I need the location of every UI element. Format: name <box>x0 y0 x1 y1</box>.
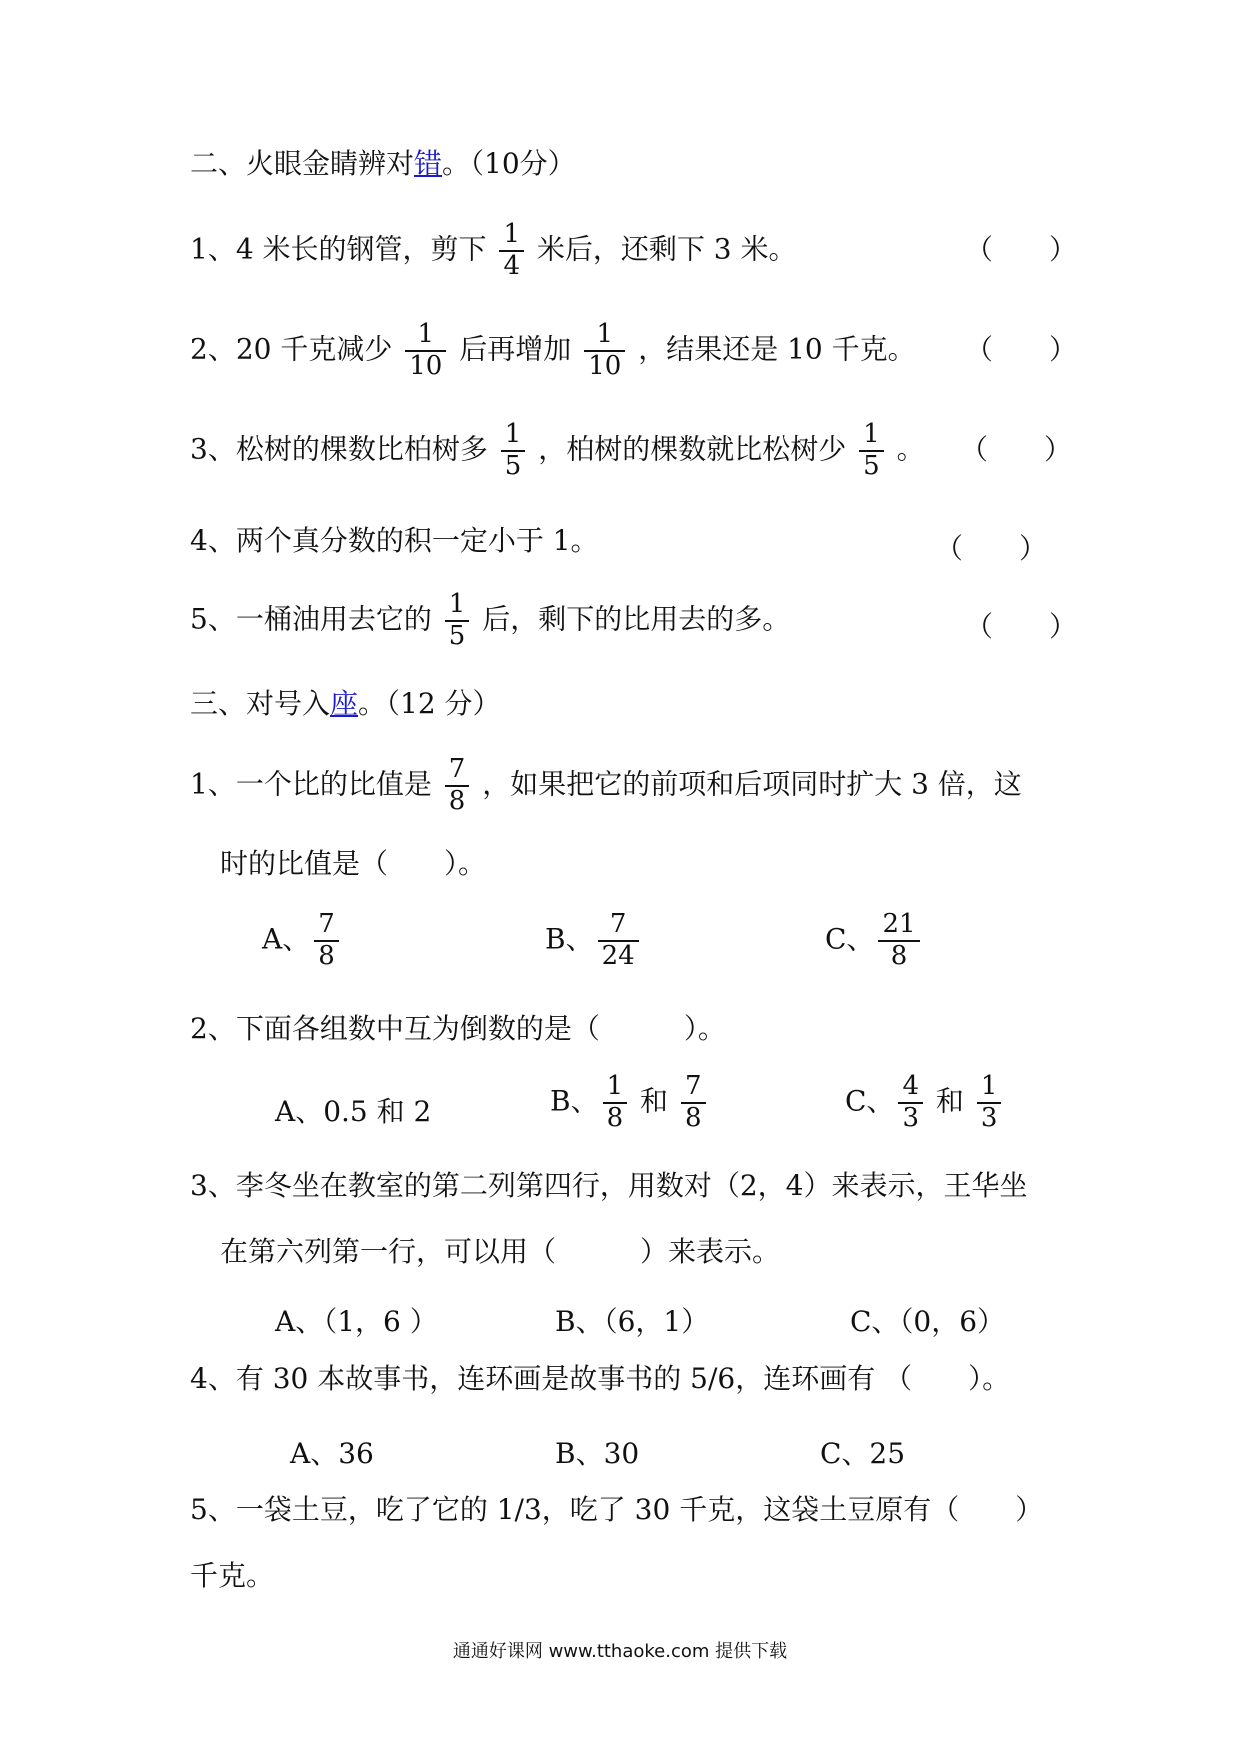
fraction: $\frac{1}{5}$ <box>859 420 884 482</box>
q3-option-c[interactable]: C、（0，6） <box>850 1305 1006 1338</box>
fraction: $\frac{4}{3}$ <box>898 1072 923 1134</box>
q4-option-c[interactable]: C、25 <box>820 1437 906 1470</box>
answer-paren-1[interactable]: （ ） <box>965 233 1078 266</box>
fraction: $\frac{7}{8}$ <box>314 910 339 972</box>
section3-title: 三、对号入座。（12 分） <box>190 687 501 720</box>
judge-item-5: 5、一桶油用去它的 $\frac{1}{5}$ 后，剩下的比用去的多。 <box>190 589 791 651</box>
answer-paren-4[interactable]: （ ） <box>935 532 1048 565</box>
choice-q5: 5、一袋土豆，吃了它的 1/3，吃了 30 千克，这袋土豆原有（ ） <box>190 1493 1044 1526</box>
q2-option-b[interactable]: B、 $\frac{1}{8}$ 和 $\frac{7}{8}$ <box>550 1072 710 1134</box>
judge-item-2: 2、20 千克减少 $\frac{1}{10}$ 后再增加 $\frac{1}{10}$ ，结果还是 10 千克。 <box>190 319 916 381</box>
fraction: $\frac{21}{8}$ <box>878 910 919 972</box>
choice-q4: 4、有 30 本故事书，连环画是故事书的 5/6，连环画有 （ ）。 <box>190 1362 1011 1395</box>
fraction: $\frac{7}{8}$ <box>445 755 470 817</box>
fraction: $\frac{1}{3}$ <box>977 1072 1002 1134</box>
judge-item-1: 1、4 米长的钢管，剪下 $\frac{1}{4}$ 米后，还剩下 3 米。 <box>190 219 797 281</box>
fraction: $\frac{7}{24}$ <box>598 910 639 972</box>
fraction: $\frac{1}{8}$ <box>603 1072 628 1134</box>
fraction: $\frac{1}{5}$ <box>445 590 470 652</box>
choice-q1: 1、一个比的比值是 $\frac{7}{8}$ ，如果把它的前项和后项同时扩大 3 倍，这 <box>190 754 1022 816</box>
q4-option-b[interactable]: B、30 <box>555 1437 640 1470</box>
fraction: $\frac{7}{8}$ <box>681 1072 706 1134</box>
footer-source: 通通好课网 www.tthaoke.com 提供下载 <box>452 1641 788 1662</box>
fraction: $\frac{1}{4}$ <box>499 220 524 282</box>
q1-option-b[interactable]: B、 $\frac{7}{24}$ <box>545 910 643 972</box>
fraction: $\frac{1}{5}$ <box>501 420 526 482</box>
answer-paren-3[interactable]: （ ） <box>960 433 1073 466</box>
judge-item-4: 4、两个真分数的积一定小于 1。 <box>190 524 599 557</box>
choice-q1-line2: 时的比值是（ ）。 <box>220 847 487 880</box>
choice-q3-line2: 在第六列第一行，可以用（ ）来表示。 <box>220 1235 781 1268</box>
q3-option-b[interactable]: B、（6，1） <box>555 1305 710 1338</box>
judge-item-3: 3、松树的棵数比柏树多 $\frac{1}{5}$ ，柏树的棵数就比松树少 $\frac{1}{5}$ 。 <box>190 419 925 481</box>
answer-paren-5[interactable]: （ ） <box>965 610 1078 643</box>
link-cuo[interactable]: 错 <box>414 147 443 180</box>
link-zuo[interactable]: 座 <box>330 687 359 720</box>
fraction: $\frac{1}{10}$ <box>405 320 446 382</box>
q4-option-a[interactable]: A、36 <box>290 1437 374 1470</box>
choice-q3: 3、李冬坐在教室的第二列第四行，用数对（2，4）来表示，王华坐 <box>190 1169 1028 1202</box>
choice-q5-line2: 千克。 <box>190 1559 275 1592</box>
section2-title: 二、火眼金睛辨对错。（10分） <box>190 147 576 180</box>
q1-option-c[interactable]: C、 $\frac{21}{8}$ <box>825 910 924 972</box>
q2-option-c[interactable]: C、 $\frac{4}{3}$ 和 $\frac{1}{3}$ <box>845 1072 1005 1134</box>
q3-option-a[interactable]: A、（1，6 ） <box>275 1305 438 1338</box>
choice-q2: 2、下面各组数中互为倒数的是（ ）。 <box>190 1012 726 1045</box>
fraction: $\frac{1}{10}$ <box>584 320 625 382</box>
answer-paren-2[interactable]: （ ） <box>965 333 1078 366</box>
q2-option-a[interactable]: A、0.5 和 2 <box>275 1095 432 1128</box>
q1-option-a[interactable]: A、 $\frac{7}{8}$ <box>262 910 343 972</box>
